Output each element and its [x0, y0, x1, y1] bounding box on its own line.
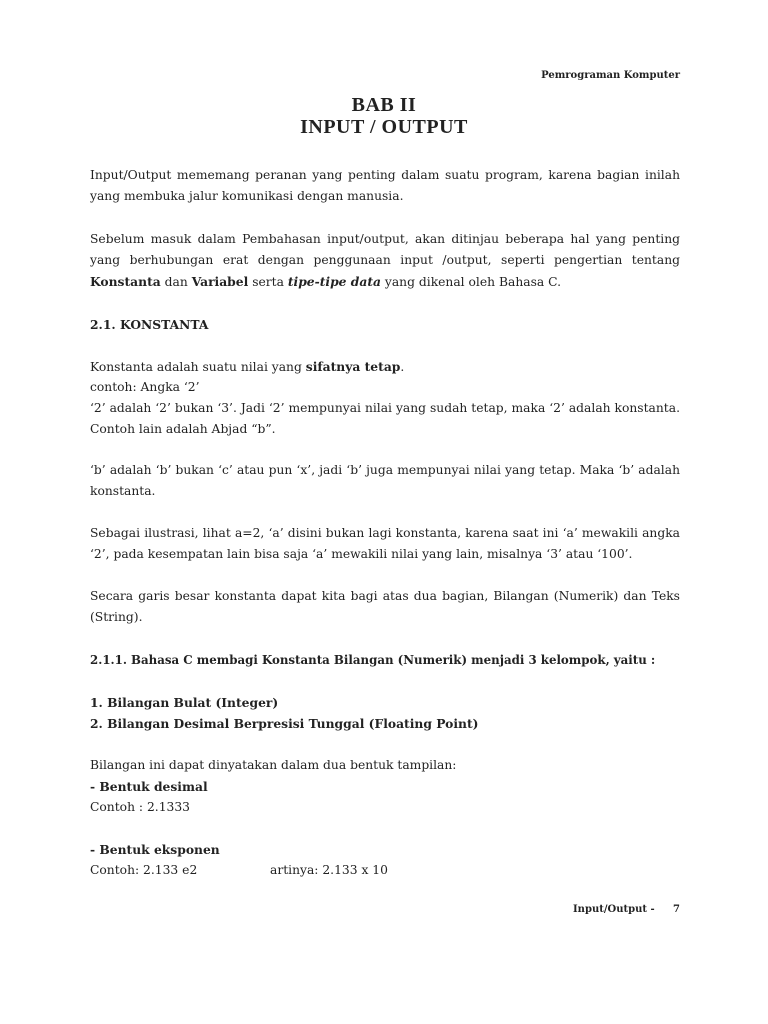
term-konstanta: Konstanta	[90, 274, 161, 289]
konstanta-paragraph-ilustrasi: Sebagai ilustrasi, lihat a=2, ‘a’ disini bukan lagi konstanta, karena saat ini ‘a’ mewakili angka ‘2’, pada kesempatan lain bisa saja ‘a’ mewakili nilai yang lain, misalnya ‘3’ atau ‘100’.	[90, 526, 680, 561]
definition-emphasis: sifatnya tetap	[305, 359, 401, 374]
konstanta-definition	[90, 356, 404, 378]
konstanta-paragraph-garis-besar: Secara garis besar konstanta dapat kita bagi atas dua bagian, Bilangan (Numerik) dan Teks (String).	[90, 589, 680, 624]
konstanta-example: contoh: Angka ‘2’	[90, 380, 200, 394]
chapter-number: BAB II	[351, 94, 417, 116]
intro-text: yang dikenal oleh Bahasa C.	[381, 275, 562, 289]
konstanta-paragraph-2: ‘2’ adalah ‘2’ bukan ‘3’. Jadi ‘2’ mempunyai nilai yang sudah tetap, maka ‘2’ adalah konstanta. Contoh lain adalah Abjad “b”.	[90, 401, 680, 436]
running-header: Pemrograman Komputer	[541, 70, 680, 81]
tampilan-text: Bilangan ini dapat dinyatakan dalam dua bentuk tampilan:	[90, 758, 457, 772]
desimal-heading: - Bentuk desimal	[90, 779, 208, 794]
intro-paragraph-1: Input/Output mememang peranan yang penting dalam suatu program, karena bagian inilah yang membuka jalur komunikasi dengan manusia.	[90, 168, 680, 203]
intro-text: serta	[248, 275, 288, 289]
definition-text: .	[400, 360, 405, 374]
eksponen-example: Contoh: 2.133 e2	[90, 863, 198, 877]
konstanta-paragraph-b: ‘b’ adalah ‘b’ bukan ‘c’ atau pun ‘x’, jadi ‘b’ juga mempunyai nilai yang tetap. Maka ‘b’ adalah konstanta.	[90, 463, 680, 498]
chapter-title: INPUT / OUTPUT	[300, 116, 468, 138]
desimal-example: Contoh : 2.1333	[90, 800, 190, 814]
list-item-integer: 1. Bilangan Bulat (Integer)	[90, 695, 279, 710]
definition-text: Konstanta adalah suatu nilai yang	[90, 360, 306, 374]
footer-label: Input/Output -	[573, 904, 655, 915]
intro-text: Sebelum masuk dalam Pembahasan input/output, akan ditinjau beberapa hal yang penting yang berhubungan erat dengan penggunaan input /output, seperti pengertian tentang	[90, 232, 680, 267]
term-tipe-data: tipe-tipe data	[287, 274, 381, 289]
list-item-floating-point: 2. Bilangan Desimal Berpresisi Tunggal (Floating Point)	[90, 716, 479, 731]
intro-text: dan	[160, 275, 192, 289]
intro-paragraph-2	[90, 229, 680, 293]
section-heading-konstanta: 2.1. KONSTANTA	[90, 317, 209, 332]
term-variabel: Variabel	[191, 274, 249, 289]
page-number: 7	[673, 904, 680, 915]
subsection-heading: 2.1.1. Bahasa C membagi Konstanta Bilangan (Numerik) menjadi 3 kelompok, yaitu :	[90, 653, 656, 667]
eksponen-meaning: artinya: 2.133 x 10	[270, 863, 388, 877]
eksponen-heading: - Bentuk eksponen	[90, 842, 220, 857]
